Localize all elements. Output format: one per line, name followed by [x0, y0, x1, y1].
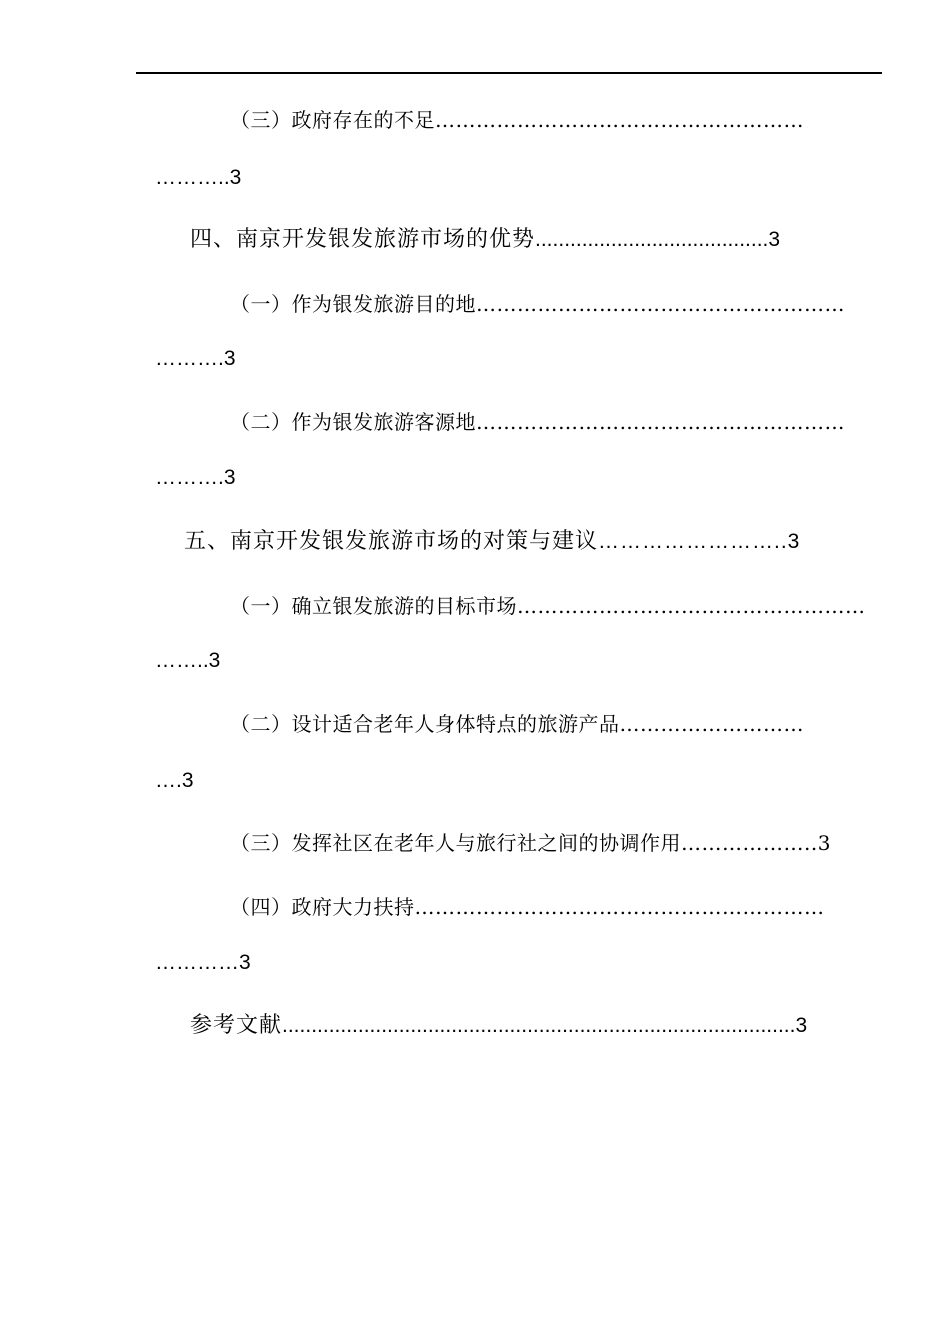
toc-section-4-page: 3 [768, 228, 782, 251]
toc-section-4[interactable] [190, 225, 781, 255]
toc-entry-5-2[interactable]: （二）设计适合老年人身体特点的旅游产品……………………… [230, 712, 804, 736]
toc-entry-5-4-page: …………3 [155, 951, 251, 974]
toc-entry-5-2-page: ….3 [155, 769, 194, 792]
toc-entry-5-1[interactable]: （一）确立银发旅游的目标市场…………………………………………… [230, 594, 866, 618]
toc-section-4-title: 四、南京开发银发旅游市场的优势 [190, 227, 536, 252]
header-rule [136, 72, 882, 74]
toc-references-page: 3 [795, 1014, 809, 1037]
toc-section-5-leader: ……………………..3 [598, 530, 801, 553]
toc-entry-4-1[interactable]: （一）作为银发旅游目的地……………………………………………… [230, 292, 845, 316]
toc-section-5-title: 五、南京开发银发旅游市场的对策与建议 [184, 529, 599, 554]
toc-references-leader: ........................................................................................ [282, 1014, 796, 1037]
toc-entry-4-2[interactable]: （二）作为银发旅游客源地……………………………………………… [230, 410, 845, 434]
toc-section-4-leader: ........................................ [535, 228, 769, 251]
toc-entry-5-3[interactable]: （三）发挥社区在老年人与旅行社之间的协调作用………………..3 [230, 831, 831, 855]
toc-section-5[interactable] [184, 527, 800, 557]
toc-entry-5-1-page: ……..3 [155, 649, 221, 672]
toc-references[interactable] [190, 1011, 808, 1041]
toc-entry-5-4[interactable]: （四）政府大力扶持…………………………………………………… [230, 895, 825, 919]
toc-references-title: 参考文献 [190, 1013, 283, 1038]
toc-entry-4-2-page: ……….3 [155, 466, 236, 489]
toc-entry-4-1-page: ……….3 [155, 347, 236, 370]
toc-entry-3-3[interactable]: （三）政府存在的不足……………………………………………… [230, 108, 804, 132]
toc-entry-3-3-page: ………..3 [155, 166, 242, 189]
